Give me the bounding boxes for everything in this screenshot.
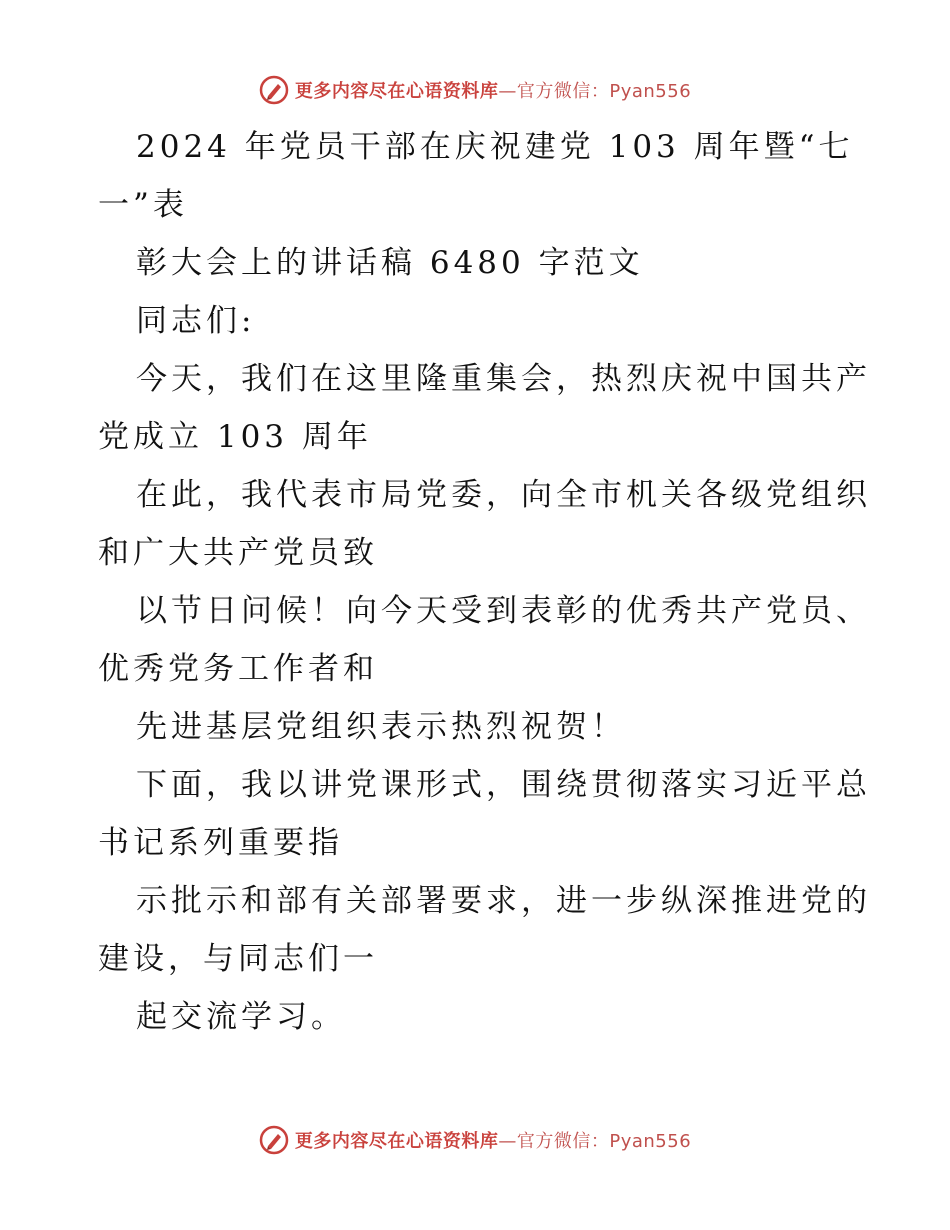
text-line: 一”表 (98, 187, 188, 223)
watermark-dash: — (498, 1131, 517, 1152)
footer-watermark (0, 1120, 950, 1160)
text-line: 下面，我以讲党课形式，围绕贯彻落实习近平总 (136, 767, 871, 803)
watermark-text (295, 77, 691, 103)
watermark-official: 官方微信： (516, 81, 610, 102)
watermark-site: 更多内容尽在心语资料库 (294, 81, 499, 102)
watermark-official: 官方微信： (516, 1131, 610, 1152)
text-line: 同志们: (136, 303, 256, 339)
pen-logo-icon (259, 1125, 289, 1155)
watermark-wechat-id: Pyan556 (609, 81, 692, 102)
text-line: 先进基层党组织表示热烈祝贺！ (136, 709, 626, 745)
text-line: 彰大会上的讲话稿 6480 字范文 (136, 245, 644, 281)
text-line: 示批示和部有关部署要求，进一步纵深推进党的 (136, 883, 871, 919)
watermark-site: 更多内容尽在心语资料库 (294, 1131, 499, 1152)
text-line: 以节日问候！向今天受到表彰的优秀共产党员、 (136, 593, 871, 629)
header-watermark (0, 70, 950, 110)
pen-logo-icon (259, 75, 289, 105)
watermark-wechat-id: Pyan556 (609, 1131, 692, 1152)
text-line: 优秀党务工作者和 (98, 651, 378, 687)
text-line: 建设，与同志们一 (98, 941, 378, 977)
document-body (98, 118, 871, 1046)
text-line: 和广大共产党员致 (98, 535, 378, 571)
text-line: 今天，我们在这里隆重集会，热烈庆祝中国共产 (136, 361, 871, 397)
text-line: 党成立 103 周年 (98, 419, 372, 455)
text-line: 2024 年党员干部在庆祝建党 103 周年暨“七 (136, 129, 854, 165)
watermark-text (295, 1127, 691, 1153)
text-line: 书记系列重要指 (98, 825, 343, 861)
text-line: 在此，我代表市局党委，向全市机关各级党组织 (136, 477, 871, 513)
text-line: 起交流学习。 (136, 999, 346, 1035)
watermark-dash: — (498, 81, 517, 102)
